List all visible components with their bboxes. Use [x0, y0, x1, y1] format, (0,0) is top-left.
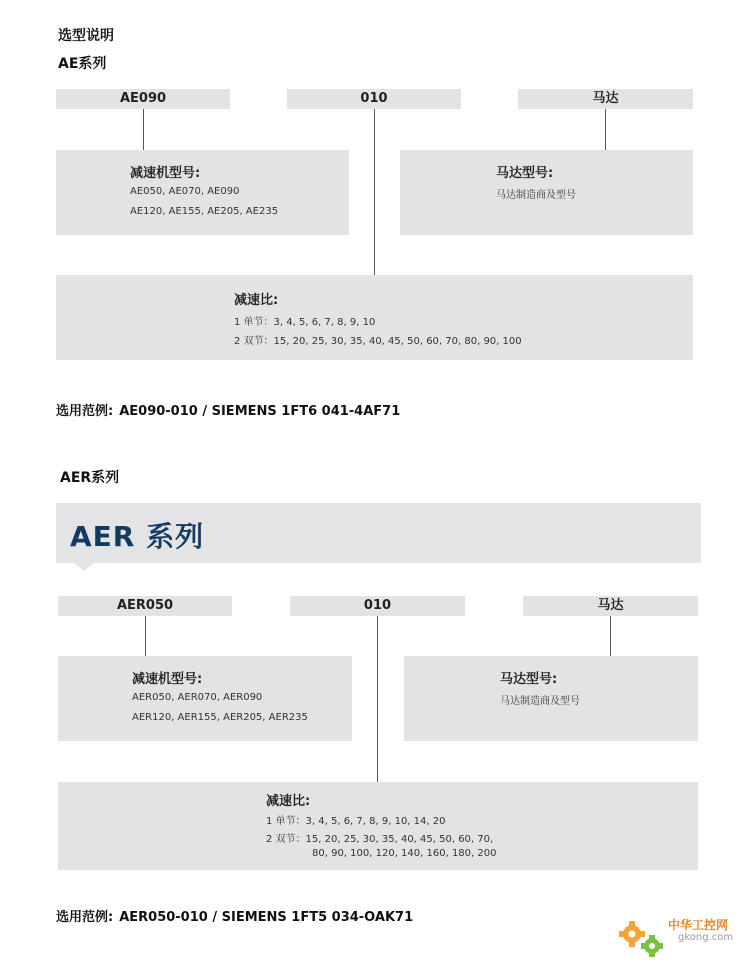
- aer-motor-connector: [610, 616, 611, 656]
- ae-reducer-line2: AE120, AE155, AE205, AE235: [130, 206, 279, 217]
- aer-motor-tag: 马达: [523, 596, 698, 616]
- page-title: 选型说明: [58, 28, 114, 44]
- ae-motor-tag: 马达: [518, 89, 693, 109]
- aer-motor-line1: 马达制造商及型号: [500, 696, 580, 707]
- aer-reducer-panel: [58, 656, 352, 741]
- aer-example-value: AER050-010 / SIEMENS 1FT5 034-OAK71: [119, 910, 414, 925]
- aer-ratio-line1: 1 单节：3, 4, 5, 6, 7, 8, 9, 10, 14, 20: [266, 816, 446, 827]
- ae-motor-panel: [400, 150, 693, 235]
- aer-reducer-line2: AER120, AER155, AER205, AER235: [132, 712, 308, 723]
- ae-example-label: 选用范例:: [56, 404, 114, 419]
- ae-reducer-line1: AE050, AE070, AE090: [130, 186, 240, 197]
- aer-motor-title: 马达型号:: [500, 672, 558, 687]
- aer-banner: [56, 503, 701, 563]
- aer-ratio-title: 减速比:: [266, 794, 311, 809]
- aer-reducer-title: 减速机型号:: [132, 672, 203, 687]
- aer-ratio-tag: 010: [290, 596, 465, 616]
- ae-motor-title: 马达型号:: [496, 166, 554, 181]
- aer-banner-notch: [74, 563, 94, 571]
- ae-ratio-line1: 1 单节：3, 4, 5, 6, 7, 8, 9, 10: [234, 317, 376, 328]
- ae-ratio-line2: 2 双节：15, 20, 25, 30, 35, 40, 45, 50, 60, 70, 80, 90, 100: [234, 336, 522, 347]
- ae-reducer-panel: [56, 150, 349, 235]
- ae-example-value: AE090-010 / SIEMENS 1FT6 041-4AF71: [119, 404, 401, 419]
- ae-model-tag: AE090: [56, 89, 230, 109]
- aer-banner-title: AER 系列: [70, 520, 205, 553]
- ae-reducer-title: 减速机型号:: [130, 166, 201, 181]
- aer-ratio-line3: 80, 90, 100, 120, 140, 160, 180, 200: [312, 848, 497, 859]
- aer-example-label: 选用范例:: [56, 910, 114, 925]
- ae-series-heading: AE系列: [58, 56, 107, 72]
- aer-ratio-panel: [58, 782, 698, 870]
- ae-ratio-panel: [56, 275, 693, 360]
- aer-series-heading: AER系列: [60, 470, 120, 486]
- ae-ratio-tag: 010: [287, 89, 461, 109]
- aer-model-connector: [145, 616, 146, 656]
- ae-model-connector: [143, 109, 144, 150]
- aer-model-tag: AER050: [58, 596, 232, 616]
- watermark-name: 中华工控网: [668, 918, 729, 932]
- watermark-url: gkong.com: [678, 932, 734, 943]
- gkong-watermark: [616, 912, 746, 967]
- ae-example: [56, 400, 400, 419]
- aer-motor-panel: [404, 656, 698, 741]
- ae-motor-connector: [605, 109, 606, 150]
- aer-ratio-connector: [377, 616, 378, 782]
- aer-reducer-line1: AER050, AER070, AER090: [132, 692, 263, 703]
- aer-example: [56, 906, 413, 925]
- ae-ratio-title: 减速比:: [234, 293, 279, 308]
- ae-ratio-connector: [374, 109, 375, 275]
- gear-icon: [616, 912, 668, 960]
- ae-motor-line1: 马达制造商及型号: [496, 190, 576, 201]
- aer-ratio-line2: 2 双节：15, 20, 25, 30, 35, 40, 45, 50, 60, 70,: [266, 834, 494, 845]
